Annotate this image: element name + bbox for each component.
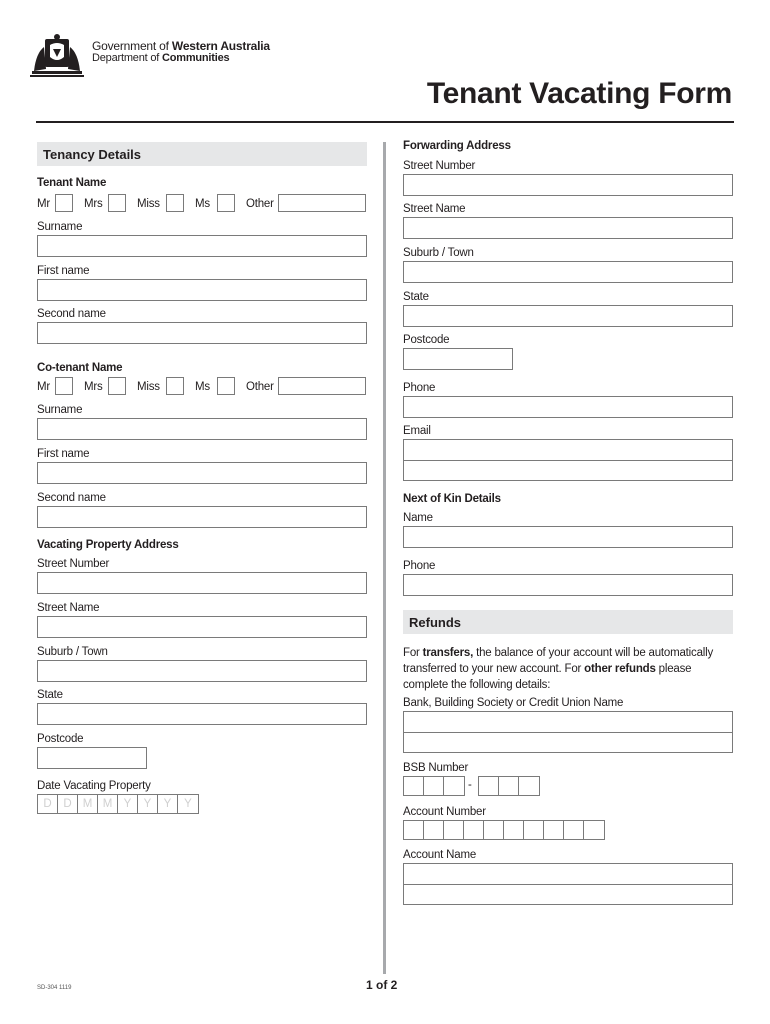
title-mr-label: Mr <box>37 198 51 210</box>
vacating-suburb-label: Suburb / Town <box>37 646 108 658</box>
vacating-street-name-label: Street Name <box>37 602 100 614</box>
account-digit-cell[interactable] <box>424 821 444 839</box>
account-digit-cell[interactable] <box>584 821 604 839</box>
form-title: Tenant Vacating Form <box>426 77 732 110</box>
cotenant-other-field[interactable] <box>278 377 366 395</box>
tenant-first-name-field[interactable] <box>37 279 367 301</box>
bank-name-label: Bank, Building Society or Credit Union Name <box>403 697 624 709</box>
vacating-suburb-field[interactable] <box>37 660 367 682</box>
fwd-street-name-field[interactable] <box>403 217 733 239</box>
fwd-email-label: Email <box>403 425 431 437</box>
bsb-digit-cell[interactable] <box>499 777 519 795</box>
account-digit-cell[interactable] <box>504 821 524 839</box>
fwd-street-number-label: Street Number <box>403 160 476 172</box>
cotenant-miss-label: Miss <box>137 381 160 393</box>
tenant-mrs-checkbox[interactable] <box>108 194 126 212</box>
fwd-phone-label: Phone <box>403 382 436 394</box>
tenant-first-name-label: First name <box>37 265 90 277</box>
account-name-label: Account Name <box>403 849 477 861</box>
tenant-surname-field[interactable] <box>37 235 367 257</box>
next-of-kin-heading: Next of Kin Details <box>403 493 501 505</box>
date-month-cell[interactable]: M <box>98 795 118 813</box>
header-rule <box>36 121 734 123</box>
date-day-cell[interactable]: D <box>58 795 78 813</box>
account-number-label: Account Number <box>403 806 486 818</box>
page-number: 1 of 2 <box>366 978 398 992</box>
cotenant-ms-label: Ms <box>195 381 210 393</box>
account-name-divider <box>403 884 733 885</box>
cotenant-other-label: Other <box>246 381 274 393</box>
tenant-mr-checkbox[interactable] <box>55 194 73 212</box>
tenant-ms-checkbox[interactable] <box>217 194 235 212</box>
tenant-name-heading: Tenant Name <box>37 177 107 189</box>
cotenant-mr-label: Mr <box>37 381 51 393</box>
cotenant-mr-checkbox[interactable] <box>55 377 73 395</box>
date-vacating-field[interactable] <box>37 794 199 814</box>
email-field-divider <box>403 460 733 461</box>
tenancy-details-header: Tenancy Details <box>37 142 367 166</box>
tenant-other-field[interactable] <box>278 194 366 212</box>
account-digit-cell[interactable] <box>564 821 584 839</box>
title-mrs-label: Mrs <box>84 198 103 210</box>
date-year-cell[interactable]: Y <box>118 795 138 813</box>
date-month-cell[interactable]: M <box>78 795 98 813</box>
account-digit-cell[interactable] <box>464 821 484 839</box>
title-other-label: Other <box>246 198 274 210</box>
cotenant-mrs-label: Mrs <box>84 381 103 393</box>
cotenant-miss-checkbox[interactable] <box>166 377 184 395</box>
cotenant-name-heading: Co-tenant Name <box>37 362 123 374</box>
bsb-first-part-field[interactable] <box>403 776 465 796</box>
vacating-street-name-field[interactable] <box>37 616 367 638</box>
bsb-digit-cell[interactable] <box>444 777 464 795</box>
cotenant-mrs-checkbox[interactable] <box>108 377 126 395</box>
account-digit-cell[interactable] <box>484 821 504 839</box>
cotenant-second-name-label: Second name <box>37 492 106 504</box>
cotenant-surname-label: Surname <box>37 404 83 416</box>
nok-name-field[interactable] <box>403 526 733 548</box>
fwd-street-name-label: Street Name <box>403 203 466 215</box>
tenant-surname-label: Surname <box>37 221 83 233</box>
account-number-field[interactable] <box>403 820 605 840</box>
date-year-cell[interactable]: Y <box>158 795 178 813</box>
account-digit-cell[interactable] <box>404 821 424 839</box>
fwd-postcode-label: Postcode <box>403 334 450 346</box>
vacating-postcode-field[interactable] <box>37 747 147 769</box>
date-year-cell[interactable]: Y <box>184 798 192 810</box>
fwd-state-label: State <box>403 291 429 303</box>
bsb-number-label: BSB Number <box>403 762 469 774</box>
cotenant-ms-checkbox[interactable] <box>217 377 235 395</box>
wa-crest-logo <box>28 33 86 77</box>
cotenant-first-name-label: First name <box>37 448 90 460</box>
nok-name-label: Name <box>403 512 433 524</box>
fwd-phone-field[interactable] <box>403 396 733 418</box>
nok-phone-field[interactable] <box>403 574 733 596</box>
cotenant-second-name-field[interactable] <box>37 506 367 528</box>
bsb-digit-cell[interactable] <box>519 777 539 795</box>
bsb-digit-cell[interactable] <box>479 777 499 795</box>
bsb-digit-cell[interactable] <box>424 777 444 795</box>
vacating-address-heading: Vacating Property Address <box>37 539 179 551</box>
fwd-street-number-field[interactable] <box>403 174 733 196</box>
fwd-suburb-label: Suburb / Town <box>403 247 474 259</box>
date-day-cell[interactable]: D <box>38 795 58 813</box>
vacating-postcode-label: Postcode <box>37 733 84 745</box>
department-line: Department of Communities <box>92 52 230 64</box>
bsb-second-part-field[interactable] <box>478 776 540 796</box>
vacating-state-field[interactable] <box>37 703 367 725</box>
vacating-street-number-field[interactable] <box>37 572 367 594</box>
bsb-digit-cell[interactable] <box>404 777 424 795</box>
cotenant-surname-field[interactable] <box>37 418 367 440</box>
title-ms-label: Ms <box>195 198 210 210</box>
bank-field-divider <box>403 732 733 733</box>
fwd-postcode-field[interactable] <box>403 348 513 370</box>
fwd-suburb-field[interactable] <box>403 261 733 283</box>
date-vacating-label: Date Vacating Property <box>37 780 151 792</box>
tenant-miss-checkbox[interactable] <box>166 194 184 212</box>
title-miss-label: Miss <box>137 198 160 210</box>
vacating-street-number-label: Street Number <box>37 558 110 570</box>
government-line: Government of Western Australia <box>92 39 270 53</box>
account-digit-cell[interactable] <box>524 821 544 839</box>
refunds-header: Refunds <box>403 610 733 634</box>
refunds-description: For transfers, the balance of your account will be automatically transferred to your new account. For other refunds please complete the following details: <box>403 647 714 691</box>
forwarding-address-heading: Forwarding Address <box>403 140 511 152</box>
bsb-separator: - <box>468 779 472 791</box>
nok-phone-label: Phone <box>403 560 436 572</box>
date-year-cell[interactable]: Y <box>138 795 158 813</box>
cotenant-first-name-field[interactable] <box>37 462 367 484</box>
vacating-state-label: State <box>37 689 63 701</box>
tenant-second-name-label: Second name <box>37 308 106 320</box>
account-digit-cell[interactable] <box>444 821 464 839</box>
tenant-second-name-field[interactable] <box>37 322 367 344</box>
form-code: SD-304 1119 <box>37 985 72 991</box>
fwd-state-field[interactable] <box>403 305 733 327</box>
column-divider <box>383 142 386 974</box>
account-digit-cell[interactable] <box>544 821 564 839</box>
